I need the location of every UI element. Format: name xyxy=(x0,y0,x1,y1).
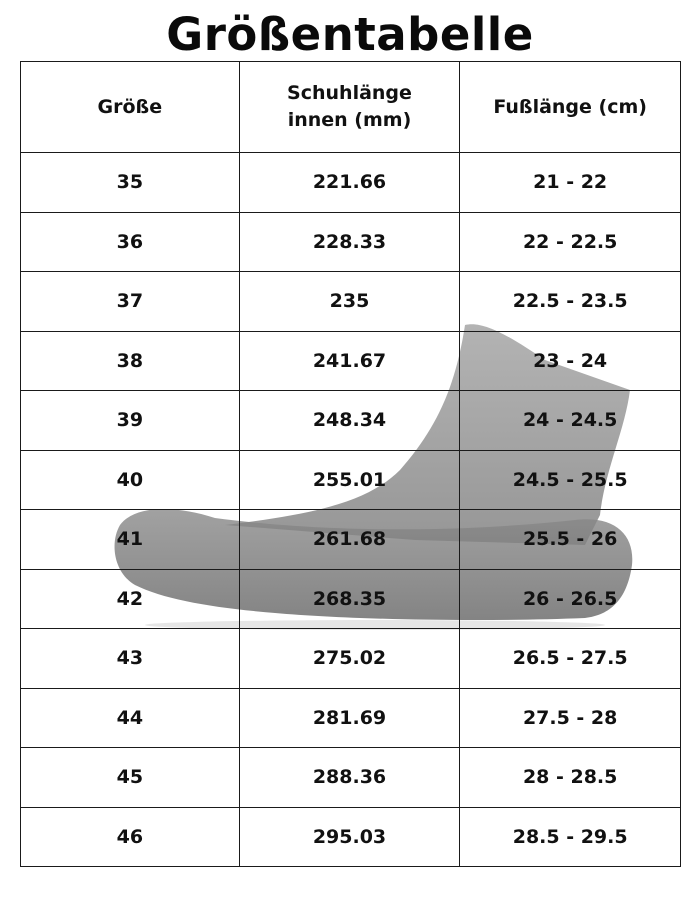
table-row xyxy=(21,688,681,748)
cell-foot-length: 25.5 - 26 xyxy=(460,510,681,570)
table-row xyxy=(21,391,681,451)
header-inner-length xyxy=(239,62,460,153)
header-inner-length-line2: innen (mm) xyxy=(287,109,412,131)
cell-foot-length: 22 - 22.5 xyxy=(460,212,681,272)
cell-inner-length: 255.01 xyxy=(239,450,460,510)
cell-inner-length: 241.67 xyxy=(239,331,460,391)
header-inner-length-line1: Schuhlänge xyxy=(287,82,412,104)
cell-foot-length: 24 - 24.5 xyxy=(460,391,681,451)
table-header-row xyxy=(21,62,681,153)
cell-foot-length: 26.5 - 27.5 xyxy=(460,629,681,689)
table-row xyxy=(21,212,681,272)
cell-foot-length: 22.5 - 23.5 xyxy=(460,272,681,332)
cell-foot-length: 28 - 28.5 xyxy=(460,748,681,808)
cell-inner-length: 295.03 xyxy=(239,807,460,867)
cell-inner-length: 228.33 xyxy=(239,212,460,272)
table-row xyxy=(21,569,681,629)
header-foot-length: Fußlänge (cm) xyxy=(460,62,681,153)
cell-inner-length: 235 xyxy=(239,272,460,332)
cell-foot-length: 26 - 26.5 xyxy=(460,569,681,629)
table-row xyxy=(21,331,681,391)
cell-size: 35 xyxy=(21,153,240,213)
cell-size: 45 xyxy=(21,748,240,808)
cell-foot-length: 27.5 - 28 xyxy=(460,688,681,748)
table-row xyxy=(21,748,681,808)
cell-inner-length: 268.35 xyxy=(239,569,460,629)
cell-foot-length: 23 - 24 xyxy=(460,331,681,391)
cell-size: 39 xyxy=(21,391,240,451)
cell-inner-length: 221.66 xyxy=(239,153,460,213)
cell-foot-length: 21 - 22 xyxy=(460,153,681,213)
cell-size: 38 xyxy=(21,331,240,391)
cell-size: 46 xyxy=(21,807,240,867)
cell-inner-length: 275.02 xyxy=(239,629,460,689)
cell-size: 40 xyxy=(21,450,240,510)
table-row xyxy=(21,629,681,689)
cell-inner-length: 288.36 xyxy=(239,748,460,808)
table-row xyxy=(21,450,681,510)
cell-foot-length: 28.5 - 29.5 xyxy=(460,807,681,867)
size-chart-table xyxy=(20,61,681,867)
cell-size: 36 xyxy=(21,212,240,272)
cell-size: 37 xyxy=(21,272,240,332)
header-size: Größe xyxy=(21,62,240,153)
cell-size: 43 xyxy=(21,629,240,689)
cell-foot-length: 24.5 - 25.5 xyxy=(460,450,681,510)
cell-size: 42 xyxy=(21,569,240,629)
table-row xyxy=(21,510,681,570)
cell-inner-length: 248.34 xyxy=(239,391,460,451)
page-title: Größentabelle xyxy=(166,8,534,61)
table-row xyxy=(21,272,681,332)
table-row xyxy=(21,153,681,213)
cell-inner-length: 261.68 xyxy=(239,510,460,570)
cell-size: 44 xyxy=(21,688,240,748)
cell-inner-length: 281.69 xyxy=(239,688,460,748)
cell-size: 41 xyxy=(21,510,240,570)
table-row xyxy=(21,807,681,867)
